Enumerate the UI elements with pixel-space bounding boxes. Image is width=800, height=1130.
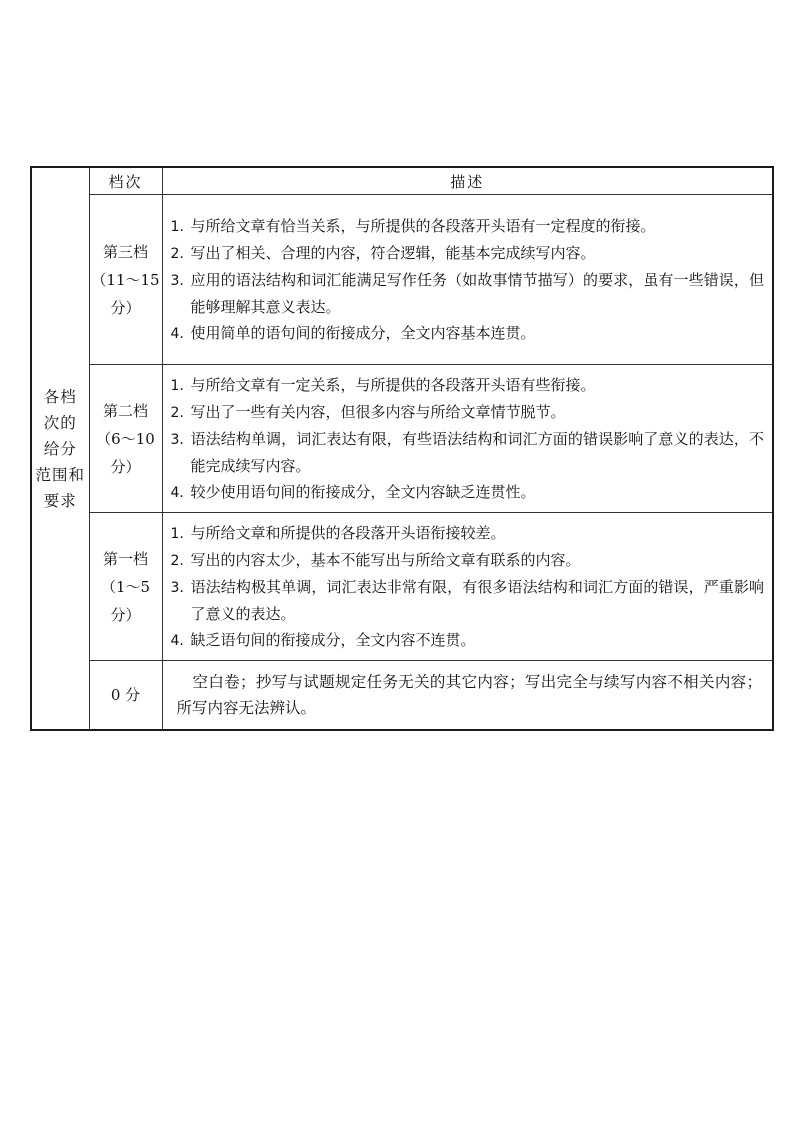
list-item <box>171 479 765 506</box>
item-text: 与所给文章和所提供的各段落开头语衔接较差。 <box>190 524 506 542</box>
list-item <box>171 520 765 547</box>
level-range: （11～15 <box>91 270 160 289</box>
item-text: 语法结构单调，词汇表达有限，有些语法结构和词汇方面的错误影响了意义的表达，不能完成续写内容。 <box>190 430 764 475</box>
level-name: 第三档 <box>102 242 148 261</box>
item-text: 写出了一些有关内容，但很多内容与所给文章情节脱节。 <box>190 403 566 421</box>
item-number: 1. <box>170 219 184 235</box>
level-cell <box>89 365 162 513</box>
level-zero: 0 分 <box>89 661 162 731</box>
list-item <box>171 547 765 574</box>
level-range: （6～10 <box>96 429 155 448</box>
header-level: 档次 <box>89 167 162 195</box>
list-item <box>171 627 765 654</box>
list-item <box>171 320 765 347</box>
section-label-line: 给分 <box>43 439 77 458</box>
item-text: 使用简单的语句间的衔接成分，全文内容基本连贯。 <box>190 324 536 342</box>
list-item <box>171 213 765 240</box>
level-unit: 分） <box>110 457 141 476</box>
description-cell <box>162 365 773 513</box>
zero-description: 空白卷；抄写与试题规定任务无关的其它内容；写出完全与续写内容不相关内容；所写内容无法辨认。 <box>162 661 773 731</box>
list-item <box>171 574 765 627</box>
item-text: 应用的语法结构和词汇能满足写作任务（如故事情节描写）的要求，虽有一些错误，但能够理解其意义表达。 <box>190 271 764 316</box>
item-number: 3. <box>170 432 184 448</box>
item-text: 写出了相关、合理的内容，符合逻辑，能基本完成续写内容。 <box>190 244 596 262</box>
item-number: 3. <box>170 580 184 596</box>
scoring-rubric-table <box>30 166 774 731</box>
item-text: 与所给文章有恰当关系，与所提供的各段落开头语有一定程度的衔接。 <box>190 217 656 235</box>
item-text: 与所给文章有一定关系，与所提供的各段落开头语有些衔接。 <box>190 376 596 394</box>
list-item <box>171 372 765 399</box>
level-unit: 分） <box>110 298 141 317</box>
table-row <box>31 661 773 731</box>
header-row <box>31 167 773 195</box>
item-number: 1. <box>170 526 184 542</box>
level-unit: 分） <box>110 605 141 624</box>
section-label-line: 各档 <box>43 387 77 406</box>
item-number: 2. <box>170 405 184 421</box>
item-text: 缺乏语句间的衔接成分，全文内容不连贯。 <box>190 631 476 649</box>
list-item <box>171 426 765 479</box>
item-number: 2. <box>170 246 184 262</box>
list-item <box>171 240 765 267</box>
item-text: 较少使用语句间的衔接成分，全文内容缺乏连贯性。 <box>190 483 536 501</box>
level-range: （1～5 <box>100 577 151 596</box>
item-number: 4. <box>170 326 184 342</box>
section-label-line: 要求 <box>43 491 77 510</box>
item-number: 2. <box>170 553 184 569</box>
item-text: 语法结构极其单调，词汇表达非常有限，有很多语法结构和词汇方面的错误，严重影响了意义的表达。 <box>190 578 764 623</box>
item-text: 写出的内容太少，基本不能写出与所给文章有联系的内容。 <box>190 551 581 569</box>
table-row <box>31 365 773 513</box>
table-row <box>31 513 773 661</box>
description-cell <box>162 195 773 365</box>
section-label-line: 范围和 <box>35 465 85 484</box>
item-number: 1. <box>170 378 184 394</box>
level-name: 第二档 <box>102 401 148 420</box>
table-row <box>31 195 773 365</box>
list-item <box>171 399 765 426</box>
description-cell <box>162 513 773 661</box>
item-number: 4. <box>170 633 184 649</box>
item-number: 3. <box>170 273 184 289</box>
section-label-cell <box>31 167 89 730</box>
item-number: 4. <box>170 485 184 501</box>
header-description: 描述 <box>162 167 773 195</box>
level-name: 第一档 <box>102 549 148 568</box>
list-item <box>171 267 765 320</box>
section-label-line: 次的 <box>43 413 77 432</box>
level-cell <box>89 513 162 661</box>
level-cell <box>89 195 162 365</box>
